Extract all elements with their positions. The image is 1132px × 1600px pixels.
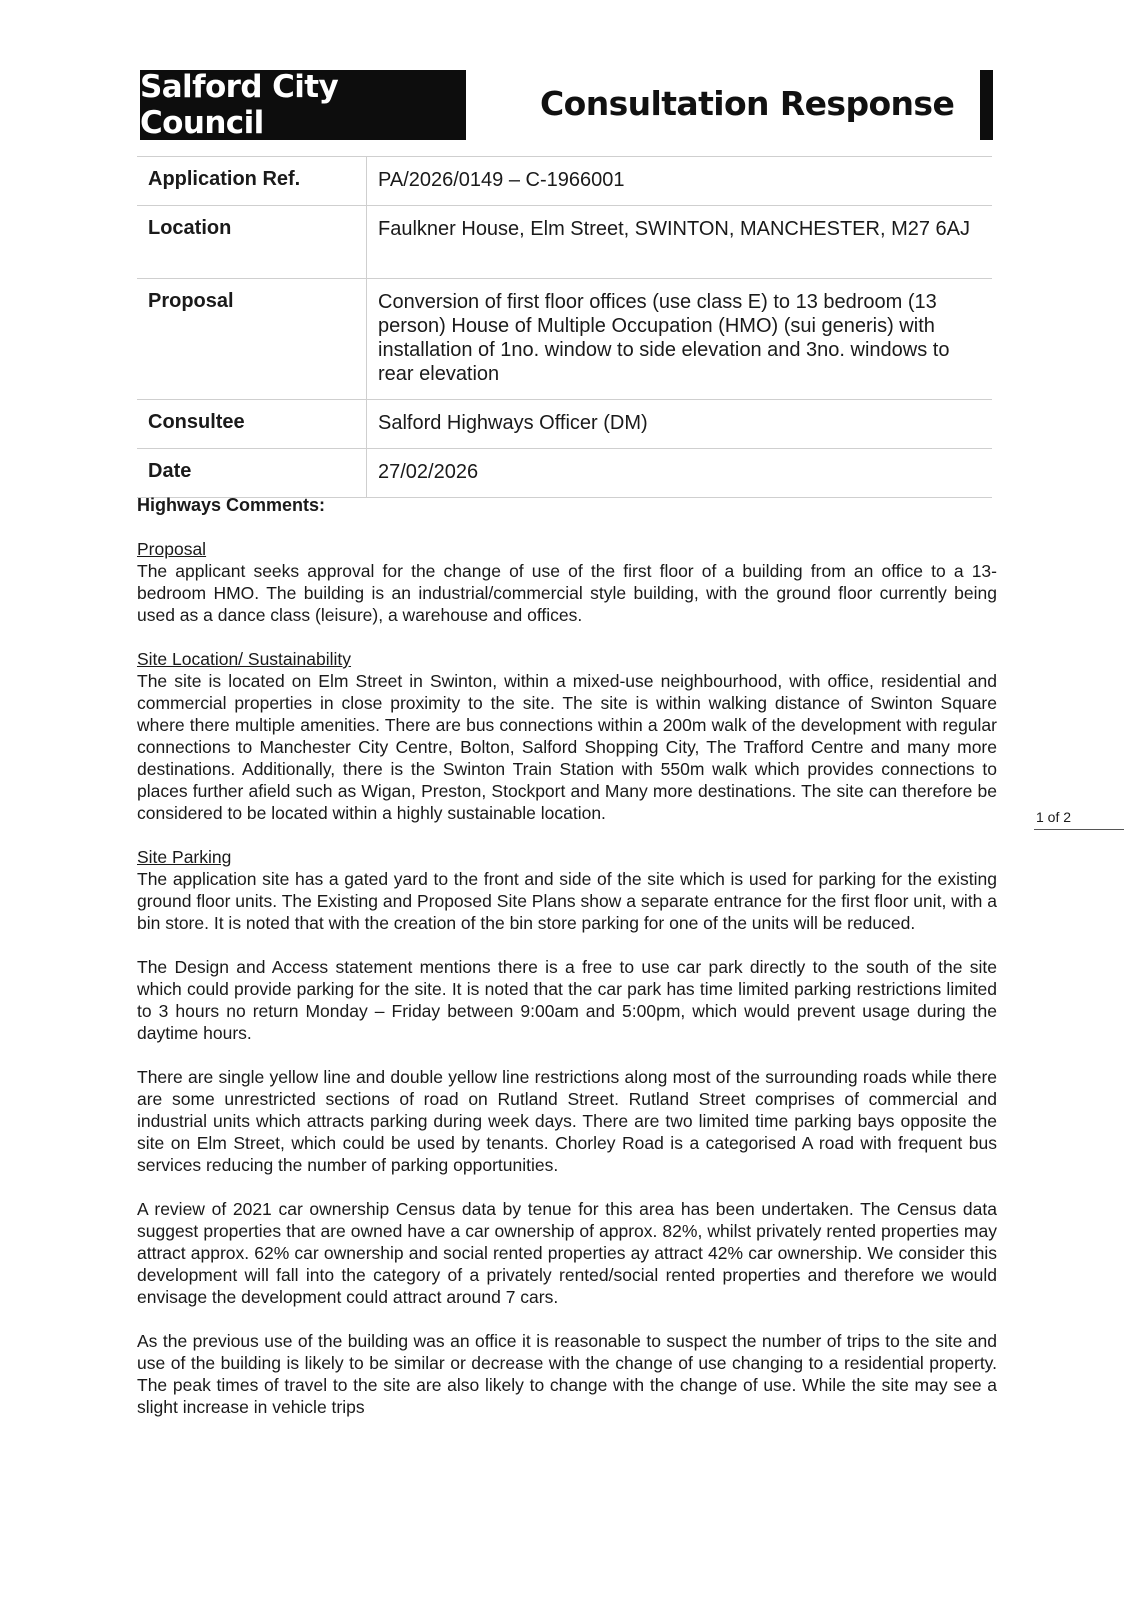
site-parking-paragraph-5: As the previous use of the building was an office it is reasonable to suspect the number of trips to the site and use of the building is likely to be similar or decrease with the change of use changing to a residential property. The peak times of travel to the site are also likely to change with the change of use. While the site may see a slight increase in vehicle trips (137, 1331, 997, 1417)
consultee-value: Salford Highways Officer (DM) (378, 412, 648, 434)
location-label: Location (137, 206, 367, 278)
header-bar-decoration (980, 70, 993, 140)
highways-comments-heading: Highways Comments: (137, 495, 326, 515)
info-row-date (137, 448, 992, 498)
page-indicator: 1 of 2 (1036, 809, 1072, 825)
site-parking-paragraph-3: There are single yellow line and double yellow line restrictions along most of the surrounding roads while there are some unrestricted sections of road on Rutland Street. Rutland Street comprises of commercial and industrial units which attracts parking during week days. There are two limited time parking bays opposite the site on Elm Street, which could be used by tenants. Chorley Road is a categorised A road with frequent bus services reducing the number of parking opportunities. (137, 1067, 997, 1175)
document-title: Consultation Response (540, 84, 955, 123)
site-parking-paragraph-4: A review of 2021 car ownership Census data by tenue for this area has been undertaken. The Census data suggest properties that are owned have a car ownership of approx. 82%, whilst privately rented properties may attract approx. 62% car ownership and social rented properties ay attract 42% car ownership. We consider this development will fall into the category of a privately rented/social rented properties and therefore we would envisage the development could attract around 7 cars. (137, 1199, 997, 1307)
site-parking-section-heading: Site Parking (137, 847, 232, 867)
proposal-section-heading: Proposal (137, 539, 207, 559)
info-row-consultee (137, 399, 992, 448)
highways-comments-body (137, 494, 997, 1440)
council-logo: Salford City Council (140, 70, 466, 140)
info-row-application-ref (137, 156, 992, 205)
proposal-paragraph: The applicant seeks approval for the change of use of the first floor of a building from an office to a 13-bedroom HMO. The building is an industrial/commercial style building, with the ground floor currently being used as a dance class (leisure), a warehouse and offices. (137, 561, 997, 625)
date-label: Date (137, 449, 367, 497)
application-info-table (137, 156, 992, 498)
proposal-value: Conversion of first floor offices (use class E) to 13 bedroom (13 person) House of Multiple Occupation (HMO) (sui generis) with installation of 1no. window to side elevation and 3no. windows to rear elevation (378, 291, 950, 385)
info-row-proposal (137, 278, 992, 399)
site-location-paragraph: The site is located on Elm Street in Swinton, within a mixed-use neighbourhood, with office, residential and commercial properties in close proximity to the site. The site is within walking distance of Swinton Square where there multiple amenities. There are bus connections within a 200m walk of the development with regular connections to Manchester City Centre, Bolton, Salford Shopping City, The Trafford Centre and many more destinations. Additionally, there is the Swinton Train Station with 550m walk which provides connections to places further afield such as Wigan, Preston, Stockport and Many more destinations. The site can therefore be considered to be located within a highly sustainable location. (137, 671, 997, 823)
page-indicator-underline (1034, 829, 1124, 830)
consultee-label: Consultee (137, 400, 367, 448)
site-location-section-heading: Site Location/ Sustainability (137, 649, 352, 669)
site-parking-paragraph-1: The application site has a gated yard to the front and side of the site which is used for parking for the existing ground floor units. The Existing and Proposed Site Plans show a separate entrance for the first floor unit, with a bin store. It is noted that with the creation of the bin store parking for one of the units will be reduced. (137, 869, 997, 933)
application-ref-label: Application Ref. (137, 157, 367, 205)
site-parking-paragraph-2: The Design and Access statement mentions there is a free to use car park directly to the south of the site which could provide parking for the site. It is noted that the car park has time limited parking restrictions limited to 3 hours no return Monday – Friday between 9:00am and 5:00pm, which would prevent usage during the daytime hours. (137, 957, 997, 1043)
proposal-label: Proposal (137, 279, 367, 399)
location-value: Faulkner House, Elm Street, SWINTON, MANCHESTER, M27 6AJ (378, 218, 971, 240)
application-ref-value: PA/2026/0149 – C-1966001 (378, 169, 625, 191)
date-value: 27/02/2026 (378, 461, 479, 483)
info-row-location (137, 205, 992, 278)
